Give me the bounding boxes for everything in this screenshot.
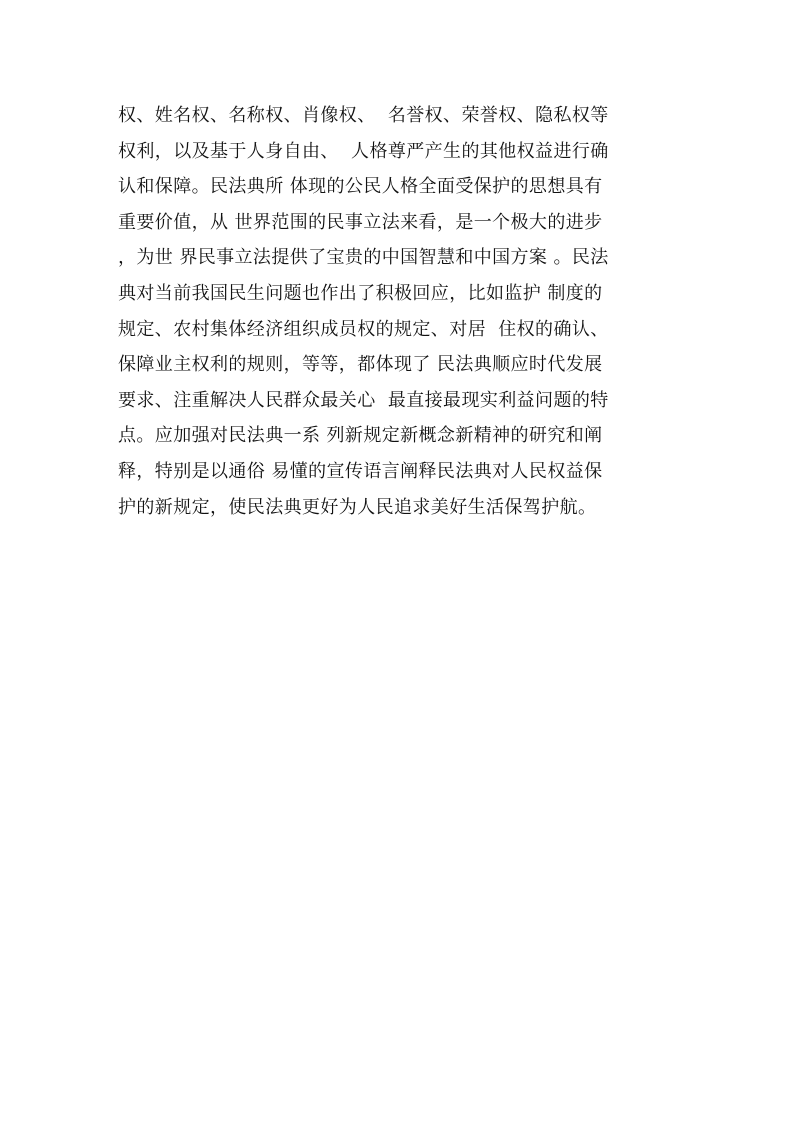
paragraph-line: 保障业主权利的规则，等等，都体现了 民法典顺应时代发展 — [118, 354, 603, 376]
paragraph-line: 规定、农村集体经济组织成员权的规定、对居 住权的确认、 — [118, 318, 609, 340]
paragraph-line: 要求、注重解决人民群众最关心 最直接最现实利益问题的特 — [118, 389, 609, 411]
paragraph-line: 护的新规定，使民法典更好为人民追求美好生活保驾护航。 — [118, 496, 597, 518]
paragraph-line: 权利，以及基于人身自由、 人格尊严产生的其他权益进行确 — [118, 140, 609, 162]
paragraph-line: 认和保障。民法典所 体现的公民人格全面受保护的思想具有 — [118, 176, 603, 198]
paragraph-line: 释，特别是以通俗 易懂的宣传语言阐释民法典对人民权益保 — [118, 460, 603, 482]
paragraph-line: ，为世 界民事立法提供了宝贵的中国智慧和中国方案 。民法 — [118, 247, 609, 269]
body-paragraph — [118, 98, 688, 525]
paragraph-line: 典对当前我国民生问题也作出了积极回应，比如监护 制度的 — [118, 282, 603, 304]
paragraph-line: 点。应加强对民法典一系 列新规定新概念新精神的研究和阐 — [118, 425, 603, 447]
paragraph-line: 重要价值，从 世界范围的民事立法来看，是一个极大的进步 — [118, 211, 603, 233]
paragraph-line: 权、姓名权、名称权、肖像权、 名誉权、荣誉权、隐私权等 — [118, 105, 609, 126]
